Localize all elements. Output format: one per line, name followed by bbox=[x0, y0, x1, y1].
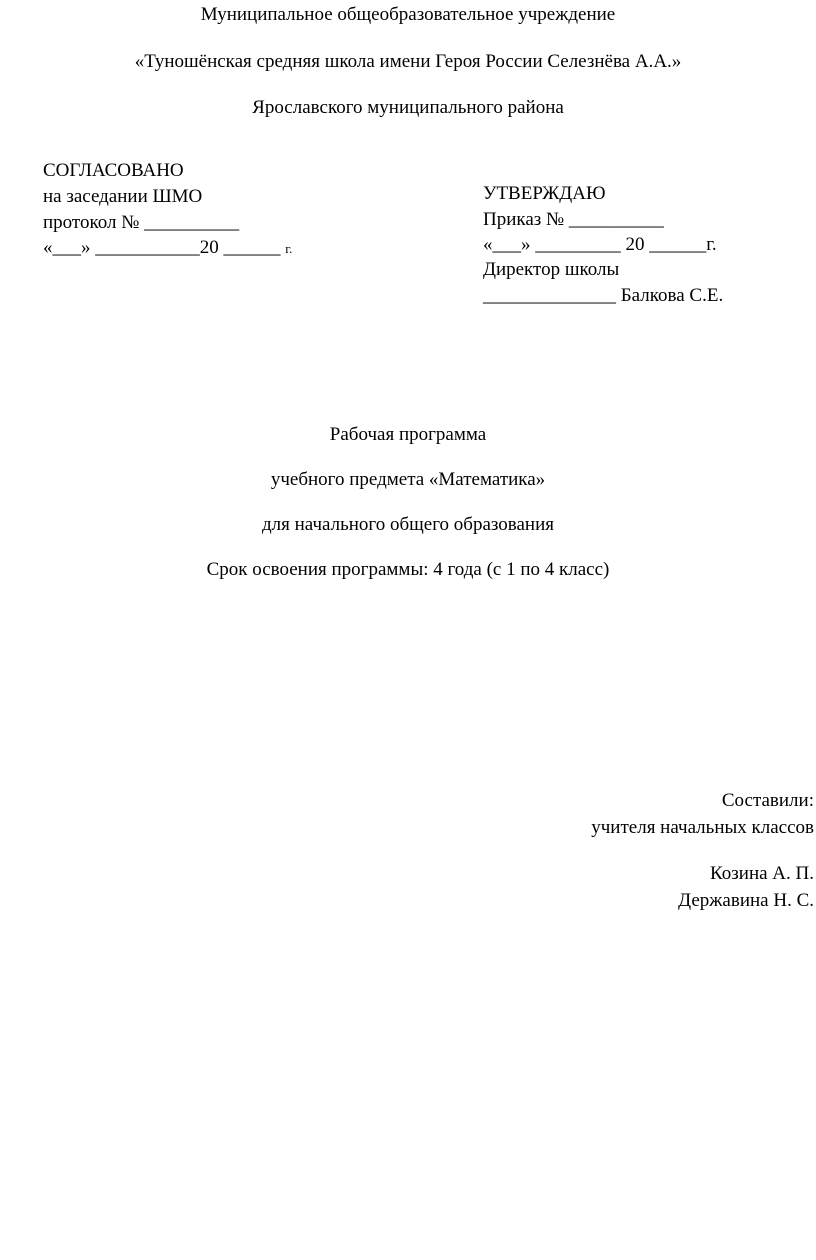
agreed-date-suffix: г. bbox=[285, 241, 293, 256]
agreed-protocol: протокол № __________ bbox=[43, 212, 240, 233]
approved-director: Директор школы bbox=[483, 259, 620, 280]
agreed-date-main: «___» ___________20 ______ bbox=[43, 237, 281, 258]
approved-date: «___» _________ 20 ______г. bbox=[483, 234, 717, 255]
approved-order: Приказ № __________ bbox=[483, 209, 664, 230]
agreed-date bbox=[43, 237, 292, 260]
program-title: Рабочая программа bbox=[329, 424, 487, 445]
program-term: Срок освоения программы: 4 года (с 1 по 4 класс) bbox=[206, 559, 610, 580]
authors-label: Составили: bbox=[721, 790, 814, 811]
agreed-meeting: на заседании ШМО bbox=[43, 186, 203, 207]
authors-role: учителя начальных классов bbox=[591, 817, 814, 838]
program-level: для начального общего образования bbox=[261, 514, 555, 535]
district-line: Ярославского муниципального района bbox=[252, 97, 564, 118]
agreed-title: СОГЛАСОВАНО bbox=[43, 160, 184, 181]
approved-signature: ______________ Балкова С.Е. bbox=[483, 285, 724, 306]
program-subject: учебного предмета «Математика» bbox=[270, 469, 546, 490]
author-name-1: Козина А. П. bbox=[710, 863, 814, 884]
school-name-line: «Туношёнская средняя школа имени Героя России Селезнёва А.А.» bbox=[134, 51, 682, 72]
author-name-2: Державина Н. С. bbox=[678, 890, 814, 911]
approved-title: УТВЕРЖДАЮ bbox=[483, 183, 606, 204]
school-type-line: Муниципальное общеобразовательное учреждение bbox=[200, 4, 616, 25]
